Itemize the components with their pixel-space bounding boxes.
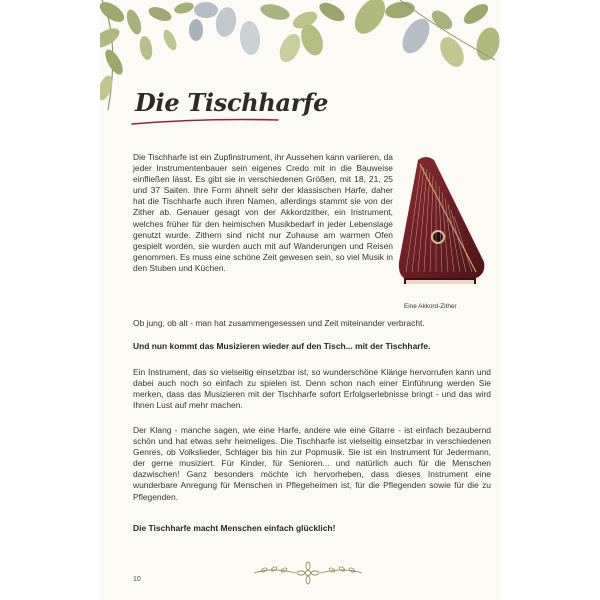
paragraph-5-bold: Die Tischharfe macht Menschen einfach glücklich! (133, 523, 336, 533)
zither-image (396, 152, 491, 302)
page-title: Die Tischharfe (135, 88, 329, 117)
paragraph-1: Ob jung, ob alt - man hat zusammengesessen und Zeit miteinander verbracht. (133, 318, 425, 328)
paragraph-3: Ein Instrument, das so vielseitig einsetzbar ist, so wunderschöne Klänge hervorrufen kann und dabei auch noch so einfach zu spielen ist. Denn schon nach einer Einführung werden Sie merken, dass das Musizieren mit der Tischharfe sofort Erfolgserlebnisse bringt - und das wird Ihnen Lust auf mehr machen. (133, 367, 491, 411)
title-underline (130, 117, 280, 127)
intro-text: Die Tischharfe ist ein Zupfinstrument, ihr Aussehen kann variieren, da jeder Instrumentenbauer sein eigenes Credo mit in die Bauweise einfließen lässt. Es gibt sie in verschiedenen Größen, mit 18, 21, 25 und 37 Saiten. Ihre Form ähnelt sehr der klassischen Harfe, daher hat die Tischharfe auch ihren Namen, allerdings stammt sie von der Zither ab. Genauer gesagt von der Akkordzither, ein Instrument, welches früher für den heimischen Musikbedarf in jeder Lebenslage genutzt wurde. Zithern sind nicht nur Zuhause am warmen Ofen gespielt worden, sie wurden auch mit auf Wanderungen und Reisen genommen. Es muss eine schöne Zeit gewesen sein, so viel Musik in den Stuben und Küchen. (133, 152, 393, 273)
floral-ornament-icon (252, 561, 364, 585)
figure-caption: Eine Akkord-Zither (404, 303, 457, 310)
page-number: 10 (133, 576, 141, 583)
paragraph-2-bold: Und nun kommt das Musizieren wieder auf den Tisch... mit der Tischharfe. (133, 341, 431, 351)
paragraph-4: Der Klang - manche sagen, wie eine Harfe, andere wie eine Gitarre - ist einfach bezaubernd schön und hat etwas sehr heimeliges. Die Tischharfe ist vielseitig einsetzbar in verschiedenen Genres, ob Volkslieder, Schlager bis hin zur Popmusik. Sie ist ein Instrument für Jedermann, der gerne musiziert. Für Kinder, für Senioren... und natürlich auch für die Menschen dazwischen! Ganz besonders möchte ich hervorheben, dass dieses Instrument eine wunderbare Anregung für Menschen in Pflegeheimen ist, für die Pflegenden sowie für die zu Pflegenden. (133, 425, 491, 502)
